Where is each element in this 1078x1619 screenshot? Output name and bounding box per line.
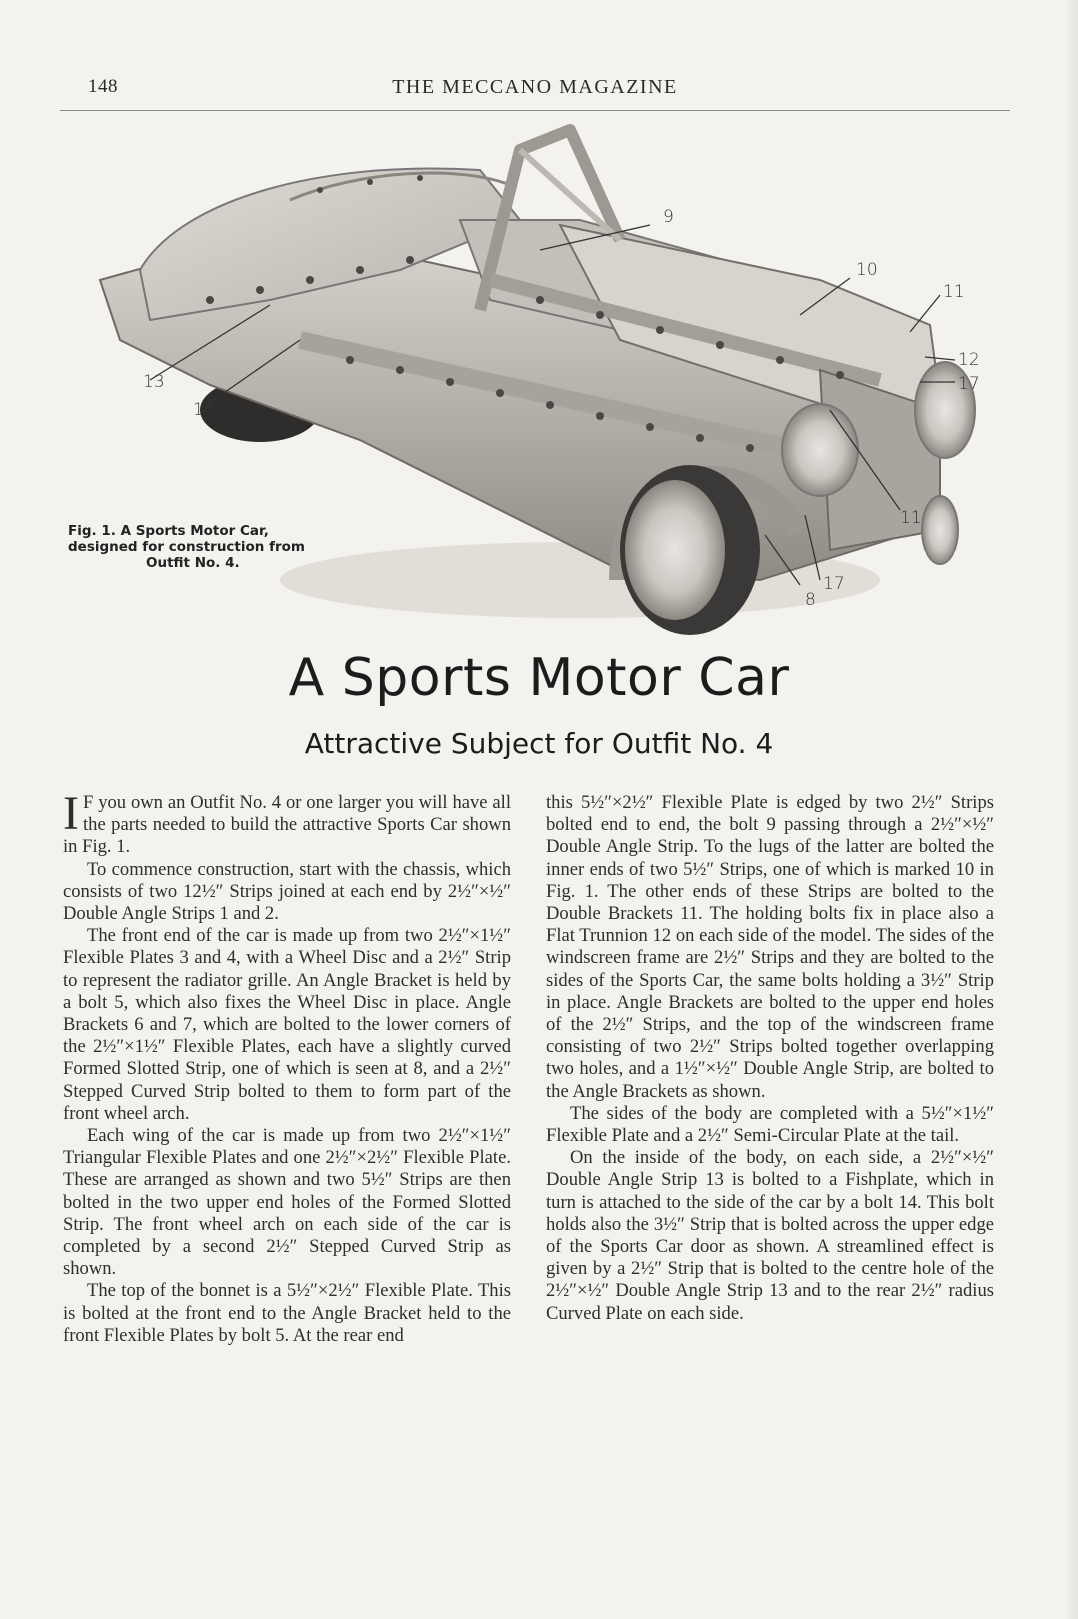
article-title: A Sports Motor Car: [288, 648, 790, 708]
article-column-right: [546, 792, 994, 1325]
callout-9: 9: [663, 207, 674, 227]
article-subtitle: Attractive Subject for Outfit No. 4: [304, 727, 774, 760]
drop-cap: I: [63, 787, 79, 840]
paragraph: this 5½″×2½″ Flexible Plate is edged by two 2½″ Strips bolted end to end, the bolt 9 passing through a 2½″×½″ Double Angle Strip. To the lugs of the latter are bolted the inner ends of two 5½″ Strips, one of which is marked 10 in Fig. 1. The other ends of these Strips are bolted to the Double Brackets 11. The holding bolts fix in place also a Flat Trunnion 12 on each side of the model. The sides of the windscreen frame are 2½″ Strips and they are bolted to the sides of the Sports Car, the same bolts holding a 3½″ Strip in place. Angle Brackets are bolted to the upper end holes of the 2½″ Strips, and the top of the windscreen frame consisting of two 2½″ Strips bolted together overlapping two holes, and a 1½″×½″ Double Angle Strip, are bolted to the Angle Brackets as shown.: [546, 792, 994, 1102]
callout-17-bottom: 17: [823, 574, 845, 594]
callout-8: 8: [805, 590, 816, 610]
callout-10: 10: [856, 260, 878, 280]
callout-12: 12: [958, 350, 980, 370]
caption-line-2: designed for construction from: [68, 539, 305, 555]
paragraph-text: F you own an Outfit No. 4 or one larger you will have all the parts needed to build the attractive Sports Car shown in Fig. 1.: [63, 792, 511, 858]
callout-17-top: 17: [958, 374, 980, 394]
magazine-title: THE MECCANO MAGAZINE: [392, 76, 678, 98]
paragraph: The front end of the car is made up from two 2½″×1½″ Flexible Plates 3 and 4, with a Wheel Disc and a 2½″ Strip to represent the radiator grille. An Angle Bracket is held by a bolt 5, which also fixes the Wheel Disc in place. Angle Brackets 6 and 7, which are bolted to the lower corners of the 2½″×1½″ Flexible Plates, each have a slightly curved Formed Slotted Strip, one of which is seen at 8, and a 2½″ Stepped Curved Strip bolted to them to form part of the front wheel arch.: [63, 925, 511, 1124]
paragraph: To commence construction, start with the chassis, which consists of two 12½″ Strips joined at each end by 2½″×½″ Double Angle Strips 1 and 2.: [63, 858, 511, 925]
paragraph: On the inside of the body, on each side, a 2½″×½″ Double Angle Strip 13 is bolted to a Fishplate, which in turn is attached to the side of the car by a bolt 14. This bolt holds also the 3½″ Strip that is bolted across the upper edge of the Sports Car door as shown. A streamlined effect is given by a 2½″ Strip that is bolted to the centre hole of the 2½″×½″ Double Angle Strip 13 and to the rear 2½″ radius Curved Plate on each side.: [546, 1147, 994, 1324]
callout-13: 13: [143, 372, 165, 392]
paragraph: The top of the bonnet is a 5½″×2½″ Flexible Plate. This is bolted at the front end to the Angle Bracket held to the front Flexible Plates by bolt 5. At the rear end: [63, 1280, 511, 1346]
callout-11-top: 11: [943, 282, 965, 302]
paragraph: [63, 787, 511, 859]
callout-11-bottom: 11: [900, 508, 922, 528]
article-column-left: [63, 787, 511, 1347]
page-header: [60, 70, 1010, 111]
figure-caption: [68, 523, 358, 571]
caption-line-3: Outfit No. 4.: [146, 555, 240, 571]
callout-14: 14: [193, 400, 215, 420]
page-number: 148: [88, 76, 118, 97]
paragraph: The sides of the body are completed with a 5½″×1½″ Flexible Plate and a 2½″ Semi-Circular Plate at the tail.: [546, 1102, 994, 1147]
caption-line-1: Fig. 1. A Sports Motor Car,: [68, 523, 269, 539]
page-edge-shadow: [1064, 0, 1078, 1619]
paragraph: Each wing of the car is made up from two 2½″×1½″ Triangular Flexible Plates and one 2½″×2½″ Flexible Plate. These are arranged as shown and two 5½″ Strips are then bolted in the two upper end holes of the Formed Slotted Strip. The front wheel arch on each side of the car is completed by a second 2½″ Stepped Curved Strip as shown.: [63, 1125, 511, 1280]
